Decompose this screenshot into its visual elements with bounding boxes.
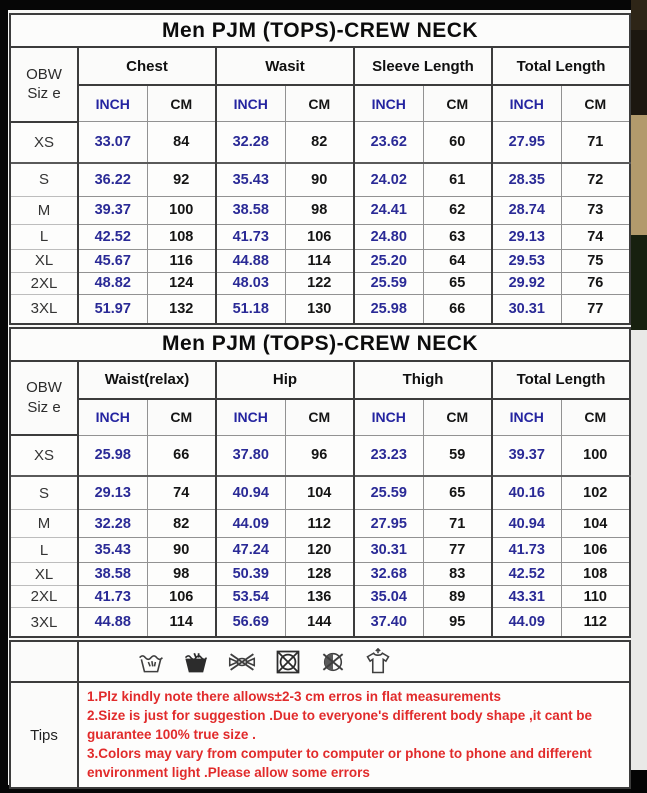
inch-value-cell: 51.97 xyxy=(78,294,147,324)
hand-wash-icon xyxy=(137,648,165,676)
photo-strip-segment xyxy=(631,330,647,770)
size-header-line2: Siz e xyxy=(27,398,61,416)
cm-header-cell: CM xyxy=(147,85,216,122)
footer-table xyxy=(9,640,631,789)
size-cell: M xyxy=(10,196,78,224)
inch-value-cell: 44.09 xyxy=(492,608,561,638)
size-cell: XL xyxy=(10,563,78,586)
table-row xyxy=(10,224,630,249)
inch-value-cell: 37.80 xyxy=(216,435,285,476)
cm-value-cell: 82 xyxy=(285,122,354,163)
inch-header-cell: INCH xyxy=(492,85,561,122)
inch-value-cell: 38.58 xyxy=(216,196,285,224)
photo-strip-segment xyxy=(631,115,647,235)
inch-header-cell: INCH xyxy=(216,399,285,436)
inch-value-cell: 53.54 xyxy=(216,586,285,608)
inch-header-cell: INCH xyxy=(492,399,561,436)
cm-value-cell: 114 xyxy=(147,608,216,638)
cm-value-cell: 110 xyxy=(561,586,630,608)
cm-value-cell: 75 xyxy=(561,249,630,272)
cm-value-cell: 102 xyxy=(561,476,630,510)
inch-value-cell: 28.74 xyxy=(492,196,561,224)
inch-value-cell: 25.59 xyxy=(354,476,423,510)
table-row xyxy=(10,586,630,608)
cm-value-cell: 124 xyxy=(147,272,216,294)
cm-header-cell: CM xyxy=(285,399,354,436)
cm-value-cell: 66 xyxy=(423,294,492,324)
cm-header-cell: CM xyxy=(147,399,216,436)
inch-value-cell: 35.04 xyxy=(354,586,423,608)
care-icons-row xyxy=(10,641,630,682)
inch-value-cell: 43.31 xyxy=(492,586,561,608)
inch-value-cell: 38.58 xyxy=(78,563,147,586)
cm-value-cell: 95 xyxy=(423,608,492,638)
size-chart-panel xyxy=(8,10,631,785)
group-header-waist: Wasit xyxy=(216,47,354,85)
size-header-line2: Siz e xyxy=(27,85,61,103)
cm-value-cell: 71 xyxy=(423,510,492,538)
tips-text xyxy=(78,682,630,788)
inch-value-cell: 36.22 xyxy=(78,163,147,197)
tip-line-2: 2.Size is just for suggestion .Due to everyone's different body shape ,it cant be guarantee 100% true size . xyxy=(87,707,593,742)
table-row xyxy=(10,476,630,510)
table-row xyxy=(10,608,630,638)
cm-value-cell: 64 xyxy=(423,249,492,272)
table-title: Men PJM (TOPS)-CREW NECK xyxy=(10,14,630,47)
cm-value-cell: 89 xyxy=(423,586,492,608)
inch-value-cell: 23.23 xyxy=(354,435,423,476)
tip-line-3: 3.Colors may vary from computer to computer or phone to phone and different environment light .Please allow some errors xyxy=(87,745,592,780)
cm-value-cell: 77 xyxy=(561,294,630,324)
inch-value-cell: 27.95 xyxy=(354,510,423,538)
inch-value-cell: 40.16 xyxy=(492,476,561,510)
inch-value-cell: 41.73 xyxy=(492,538,561,563)
cm-value-cell: 77 xyxy=(423,538,492,563)
cm-value-cell: 92 xyxy=(147,163,216,197)
cm-value-cell: 62 xyxy=(423,196,492,224)
tip-line-1: 1.Plz kindly note there allows±2-3 cm erros in flat measurements xyxy=(87,689,502,704)
size-cell: S xyxy=(10,163,78,197)
inch-value-cell: 35.43 xyxy=(78,538,147,563)
inch-value-cell: 25.98 xyxy=(78,435,147,476)
cm-value-cell: 90 xyxy=(147,538,216,563)
inch-value-cell: 50.39 xyxy=(216,563,285,586)
group-header-total-length: Total Length xyxy=(492,47,630,85)
cm-value-cell: 76 xyxy=(561,272,630,294)
table-row xyxy=(10,538,630,563)
table-row xyxy=(10,294,630,324)
size-header-line1: OBW xyxy=(26,65,62,83)
cm-value-cell: 106 xyxy=(285,224,354,249)
inch-header-cell: INCH xyxy=(354,399,423,436)
inch-value-cell: 29.53 xyxy=(492,249,561,272)
inch-value-cell: 39.37 xyxy=(78,196,147,224)
group-header-chest: Chest xyxy=(78,47,216,85)
inch-value-cell: 29.13 xyxy=(78,476,147,510)
size-column-header xyxy=(10,361,78,436)
inch-value-cell: 41.73 xyxy=(216,224,285,249)
background-photo-strip xyxy=(631,0,647,793)
inch-value-cell: 42.52 xyxy=(492,563,561,586)
cm-value-cell: 116 xyxy=(147,249,216,272)
inch-value-cell: 48.03 xyxy=(216,272,285,294)
inch-value-cell: 41.73 xyxy=(78,586,147,608)
inch-value-cell: 29.92 xyxy=(492,272,561,294)
hand-wash-dark-icon xyxy=(182,648,210,676)
inch-header-cell: INCH xyxy=(354,85,423,122)
table-row xyxy=(10,435,630,476)
size-cell: M xyxy=(10,510,78,538)
size-table-tops-lower xyxy=(9,327,631,639)
size-cell: S xyxy=(10,476,78,510)
cm-value-cell: 122 xyxy=(285,272,354,294)
cm-value-cell: 114 xyxy=(285,249,354,272)
inch-value-cell: 24.80 xyxy=(354,224,423,249)
shirt-icon xyxy=(364,648,392,676)
cm-value-cell: 72 xyxy=(561,163,630,197)
size-cell: XL xyxy=(10,249,78,272)
inch-value-cell: 42.52 xyxy=(78,224,147,249)
table-row xyxy=(10,122,630,163)
cm-value-cell: 71 xyxy=(561,122,630,163)
cm-value-cell: 65 xyxy=(423,476,492,510)
cm-header-cell: CM xyxy=(285,85,354,122)
cm-value-cell: 83 xyxy=(423,563,492,586)
cm-value-cell: 100 xyxy=(147,196,216,224)
do-not-dry-clean-icon xyxy=(319,648,347,676)
size-cell: XS xyxy=(10,122,78,163)
inch-value-cell: 24.02 xyxy=(354,163,423,197)
inch-value-cell: 28.35 xyxy=(492,163,561,197)
do-not-wring-icon xyxy=(227,648,257,676)
inch-value-cell: 32.28 xyxy=(216,122,285,163)
table-row xyxy=(10,563,630,586)
care-icons-cell xyxy=(78,641,630,682)
size-cell: XS xyxy=(10,435,78,476)
cm-value-cell: 104 xyxy=(561,510,630,538)
size-table-tops-upper xyxy=(9,13,631,325)
size-header-line1: OBW xyxy=(26,379,62,397)
tips-row xyxy=(10,682,630,788)
cm-value-cell: 63 xyxy=(423,224,492,249)
cm-value-cell: 98 xyxy=(147,563,216,586)
cm-value-cell: 112 xyxy=(285,510,354,538)
inch-value-cell: 33.07 xyxy=(78,122,147,163)
inch-value-cell: 40.94 xyxy=(492,510,561,538)
group-header-waist-relax: Waist(relax) xyxy=(78,361,216,399)
cm-value-cell: 144 xyxy=(285,608,354,638)
table-row xyxy=(10,272,630,294)
cm-value-cell: 84 xyxy=(147,122,216,163)
cm-value-cell: 106 xyxy=(561,538,630,563)
cm-value-cell: 98 xyxy=(285,196,354,224)
inch-header-cell: INCH xyxy=(216,85,285,122)
inch-value-cell: 32.68 xyxy=(354,563,423,586)
group-header-thigh: Thigh xyxy=(354,361,492,399)
table-row xyxy=(10,510,630,538)
inch-value-cell: 30.31 xyxy=(354,538,423,563)
size-cell: 3XL xyxy=(10,294,78,324)
size-cell: 2XL xyxy=(10,272,78,294)
table-title: Men PJM (TOPS)-CREW NECK xyxy=(10,328,630,361)
cm-value-cell: 60 xyxy=(423,122,492,163)
inch-value-cell: 51.18 xyxy=(216,294,285,324)
cm-value-cell: 96 xyxy=(285,435,354,476)
cm-value-cell: 106 xyxy=(147,586,216,608)
cm-value-cell: 65 xyxy=(423,272,492,294)
group-header-total-length: Total Length xyxy=(492,361,630,399)
inch-header-cell: INCH xyxy=(78,85,147,122)
cm-header-cell: CM xyxy=(561,399,630,436)
do-not-tumble-dry-icon xyxy=(274,648,302,676)
inch-value-cell: 32.28 xyxy=(78,510,147,538)
inch-value-cell: 30.31 xyxy=(492,294,561,324)
table-row xyxy=(10,196,630,224)
cm-value-cell: 108 xyxy=(561,563,630,586)
cm-header-cell: CM xyxy=(561,85,630,122)
cm-value-cell: 73 xyxy=(561,196,630,224)
cm-header-cell: CM xyxy=(423,85,492,122)
inch-value-cell: 25.20 xyxy=(354,249,423,272)
inch-value-cell: 44.09 xyxy=(216,510,285,538)
cm-value-cell: 108 xyxy=(147,224,216,249)
cm-value-cell: 59 xyxy=(423,435,492,476)
group-header-sleeve-length: Sleeve Length xyxy=(354,47,492,85)
size-cell: L xyxy=(10,538,78,563)
inch-value-cell: 44.88 xyxy=(78,608,147,638)
photo-strip-segment xyxy=(631,30,647,115)
cm-value-cell: 132 xyxy=(147,294,216,324)
size-column-header xyxy=(10,47,78,122)
inch-value-cell: 44.88 xyxy=(216,249,285,272)
cm-header-cell: CM xyxy=(423,399,492,436)
inch-value-cell: 25.98 xyxy=(354,294,423,324)
size-cell: 3XL xyxy=(10,608,78,638)
cm-value-cell: 130 xyxy=(285,294,354,324)
inch-value-cell: 47.24 xyxy=(216,538,285,563)
cm-value-cell: 112 xyxy=(561,608,630,638)
photo-strip-segment xyxy=(631,235,647,330)
inch-value-cell: 40.94 xyxy=(216,476,285,510)
cm-value-cell: 61 xyxy=(423,163,492,197)
inch-value-cell: 37.40 xyxy=(354,608,423,638)
size-cell: L xyxy=(10,224,78,249)
cm-value-cell: 74 xyxy=(147,476,216,510)
inch-header-cell: INCH xyxy=(78,399,147,436)
cm-value-cell: 90 xyxy=(285,163,354,197)
inch-value-cell: 39.37 xyxy=(492,435,561,476)
table-row xyxy=(10,163,630,197)
inch-value-cell: 25.59 xyxy=(354,272,423,294)
inch-value-cell: 48.82 xyxy=(78,272,147,294)
photo-strip-segment xyxy=(631,0,647,30)
size-cell: 2XL xyxy=(10,586,78,608)
cm-value-cell: 128 xyxy=(285,563,354,586)
icons-left-spacer xyxy=(10,641,78,682)
inch-value-cell: 56.69 xyxy=(216,608,285,638)
cm-value-cell: 100 xyxy=(561,435,630,476)
inch-value-cell: 23.62 xyxy=(354,122,423,163)
cm-value-cell: 82 xyxy=(147,510,216,538)
cm-value-cell: 104 xyxy=(285,476,354,510)
inch-value-cell: 27.95 xyxy=(492,122,561,163)
table-row xyxy=(10,249,630,272)
inch-value-cell: 45.67 xyxy=(78,249,147,272)
cm-value-cell: 66 xyxy=(147,435,216,476)
cm-value-cell: 74 xyxy=(561,224,630,249)
cm-value-cell: 136 xyxy=(285,586,354,608)
inch-value-cell: 35.43 xyxy=(216,163,285,197)
cm-value-cell: 120 xyxy=(285,538,354,563)
group-header-hip: Hip xyxy=(216,361,354,399)
inch-value-cell: 29.13 xyxy=(492,224,561,249)
tips-label: Tips xyxy=(10,682,78,788)
photo-strip-segment xyxy=(631,770,647,793)
inch-value-cell: 24.41 xyxy=(354,196,423,224)
